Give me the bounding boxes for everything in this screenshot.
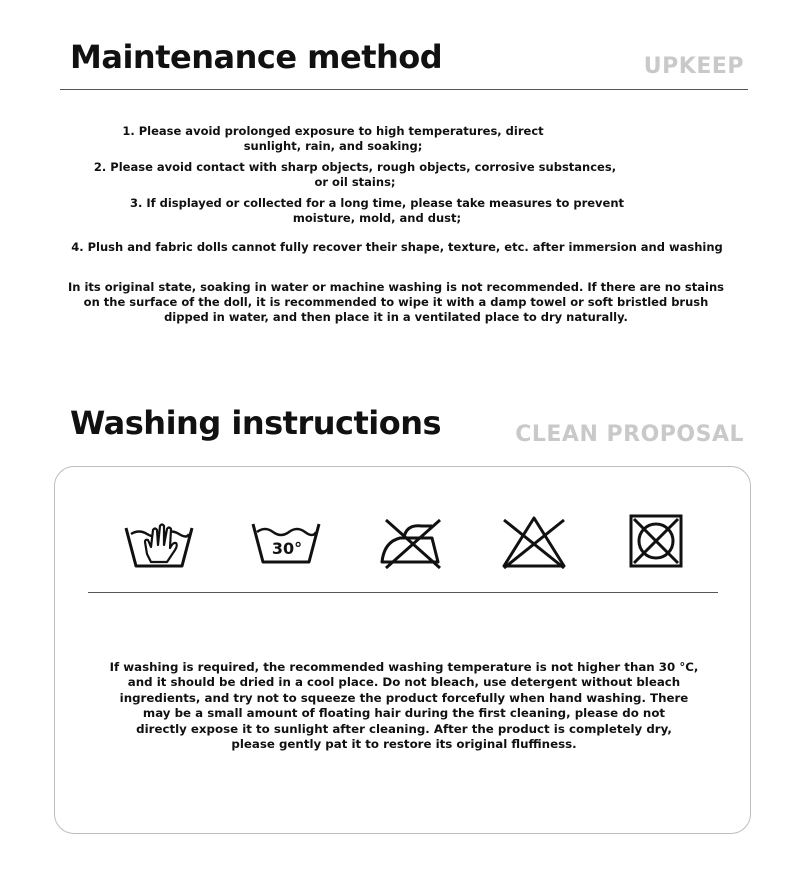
maintenance-note bbox=[0, 280, 800, 325]
maintenance-note-line3: dipped in water, and then place it in a ventilated place to dry naturally. bbox=[164, 310, 628, 324]
washing-divider bbox=[88, 592, 718, 593]
hand-wash-icon bbox=[123, 512, 195, 572]
maintenance-item-2-line2: or oil stains; bbox=[314, 175, 396, 189]
washing-text-line1: If washing is required, the recommended washing temperature is not higher than 30 °C, bbox=[109, 660, 699, 674]
maintenance-subtitle: UPKEEP bbox=[643, 54, 744, 79]
washing-text bbox=[100, 660, 708, 752]
do-not-bleach-icon bbox=[498, 512, 570, 572]
maintenance-item-1 bbox=[0, 124, 800, 154]
washing-title: Washing instructions bbox=[70, 404, 442, 442]
do-not-iron-icon bbox=[378, 512, 450, 572]
maintenance-note-line2: on the surface of the doll, it is recommended to wipe it with a damp towel or soft bristled brush bbox=[83, 295, 709, 309]
maintenance-item-2-line1: 2. Please avoid contact with sharp objects, rough objects, corrosive substances, bbox=[93, 160, 617, 174]
maintenance-item-4 bbox=[0, 240, 800, 255]
maintenance-item-3-line1: 3. If displayed or collected for a long time, please take measures to prevent bbox=[129, 196, 625, 210]
wash-30-icon bbox=[250, 512, 322, 572]
maintenance-note-line1: In its original state, soaking in water or machine washing is not recommended. If there are no stains bbox=[68, 280, 724, 294]
maintenance-item-1-line2: sunlight, rain, and soaking; bbox=[243, 139, 423, 153]
maintenance-divider bbox=[60, 89, 748, 90]
maintenance-title: Maintenance method bbox=[70, 38, 443, 76]
washing-text-line5: directly expose it to sunlight after cleaning. After the product is completely dry, bbox=[136, 721, 672, 736]
wash-30-label: 30° bbox=[271, 539, 303, 558]
washing-text-line4: may be a small amount of floating hair during the first cleaning, please do not bbox=[142, 706, 666, 721]
do-not-tumble-dry-icon bbox=[620, 512, 692, 572]
maintenance-item-3-line2: moisture, mold, and dust; bbox=[292, 211, 462, 225]
washing-text-line2: and it should be dried in a cool place. Do not bleach, use detergent without bleach bbox=[127, 675, 681, 690]
maintenance-item-4-line1: 4. Plush and fabric dolls cannot fully recover their shape, texture, etc. after immersion and washing bbox=[71, 240, 723, 254]
washing-text-line3: ingredients, and try not to squeeze the product forcefully when hand washing. There bbox=[119, 690, 689, 705]
maintenance-item-2 bbox=[0, 160, 800, 190]
washing-subtitle: CLEAN PROPOSAL bbox=[515, 422, 744, 447]
maintenance-item-3 bbox=[0, 196, 800, 226]
maintenance-item-1-line1: 1. Please avoid prolonged exposure to high temperatures, direct bbox=[122, 124, 544, 138]
washing-text-line6: please gently pat it to restore its original fluffiness. bbox=[231, 737, 577, 752]
